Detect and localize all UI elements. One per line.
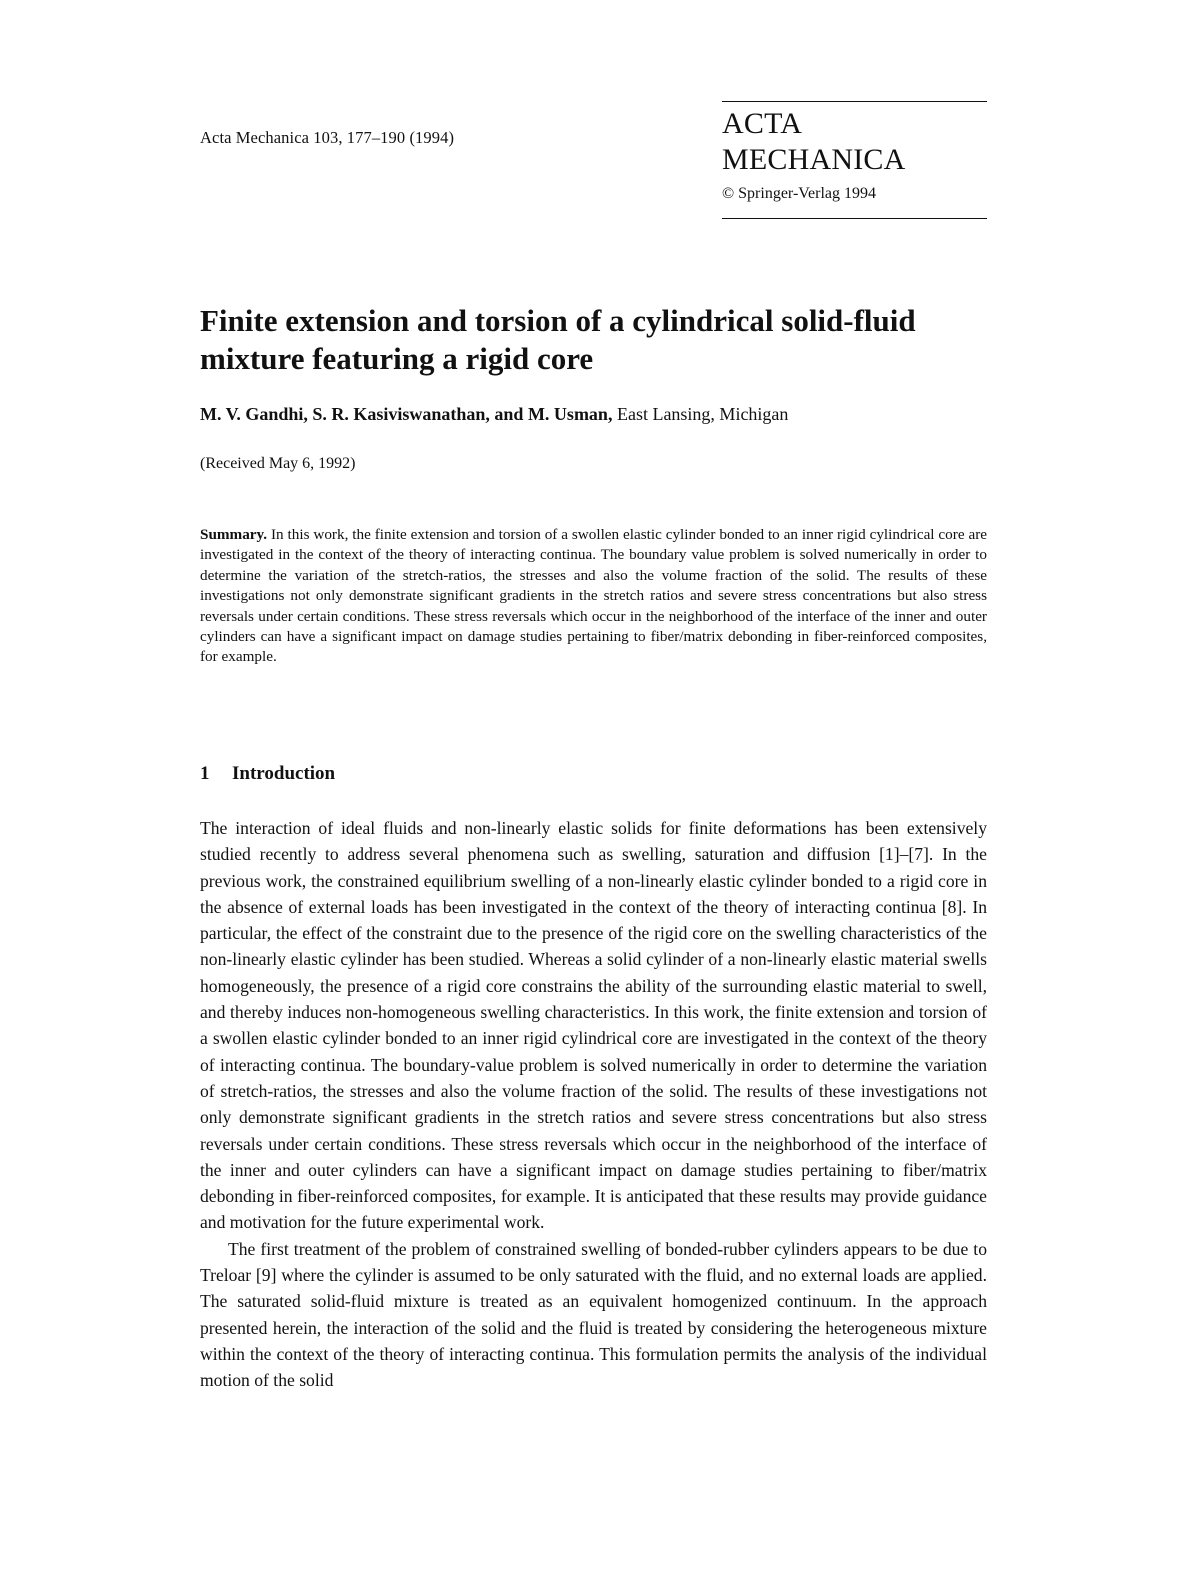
author-affiliation: East Lansing, Michigan (612, 404, 789, 424)
copyright-notice: © Springer-Verlag 1994 (722, 185, 877, 202)
section-number: 1 (200, 763, 210, 784)
body-paragraph-2: The first treatment of the problem of constrained swelling of bonded-rubber cylinders appears to be due to Treloar [9] where the cylinder is assumed to be only saturated with the fluid, and no external loads are applied. The saturated solid-fluid mixture is treated as an equivalent homogenized continuum. In the approach presented herein, the interaction of the solid and the fluid is treated by considering the heterogeneous mixture within the context of the theory of interacting continua. This formulation permits the analysis of the individual motion of the solid (200, 1238, 987, 1391)
received-date: (Received May 6, 1992) (200, 455, 356, 472)
summary-abstract (200, 525, 987, 668)
summary-text: In this work, the finite extension and torsion of a swollen elastic cylinder bonded to an inner rigid cylindrical core are investigated in the context of the theory of interacting continua. The boundary value problem is solved numerically in order to determine the variation of the stretch-ratios, the stresses and also the volume fraction of the solid. The results of these investigations not only demonstrate significant gradients in the stretch ratios and severe stress concentrations but also stress reversals under certain conditions. These stress reversals which occur in the neighborhood of the interface of the inner and outer cylinders can have a significant impact on damage studies pertaining to fiber/matrix debonding in fiber-reinforced composites, for example. (200, 526, 987, 666)
masthead-top-rule (722, 101, 987, 102)
article-title: Finite extension and torsion of a cylindrical solid-fluid mixture featuring a rigid core (200, 303, 916, 376)
journal-reference: Acta Mechanica 103, 177–190 (1994) (200, 128, 455, 147)
section-body (200, 815, 987, 1394)
author-names: M. V. Gandhi, S. R. Kasiviswanathan, and M. Usman, (200, 404, 613, 424)
summary-label: Summary. (200, 526, 268, 543)
section-heading (200, 763, 335, 785)
journal-name: ACTA MECHANICA (722, 107, 906, 176)
section-title: Introduction (232, 763, 336, 784)
journal-masthead (722, 101, 987, 219)
author-line (200, 402, 788, 426)
body-paragraph-1: The interaction of ideal fluids and non-linearly elastic solids for finite deformations has been extensively studied recently to address several phenomena such as swelling, saturation and diffusion [1]–[7]. In the previous work, the constrained equilibrium swelling of a non-linearly elastic cylinder bonded to a rigid core in the absence of external loads has been investigated in the context of the theory of interacting continua [8]. In particular, the effect of the constraint due to the presence of the rigid core on the swelling characteristics of the non-linearly elastic cylinder has been studied. Whereas a solid cylinder of a non-linearly elastic material swells homogeneously, the presence of a rigid core constrains the ability of the surrounding elastic material to swell, and thereby induces non-homogeneous swelling characteristics. In this work, the finite extension and torsion of a swollen elastic cylinder bonded to an inner rigid cylindrical core are investigated in the context of the theory of interacting continua. The boundary-value problem is solved numerically in order to determine the variation of stretch-ratios, the stresses and also the volume fraction of the solid. The results of these investigations not only demonstrate significant gradients in the stretch ratios and severe stress concentrations but also stress reversals under certain conditions. These stress reversals which occur in the neighborhood of the interface of the inner and outer cylinders can have a significant impact on damage studies pertaining to fiber/matrix debonding in fiber-reinforced composites, for example. It is anticipated that these results may provide guidance and motivation for the future experimental work. (200, 818, 987, 1233)
masthead-bottom-rule (722, 218, 987, 219)
